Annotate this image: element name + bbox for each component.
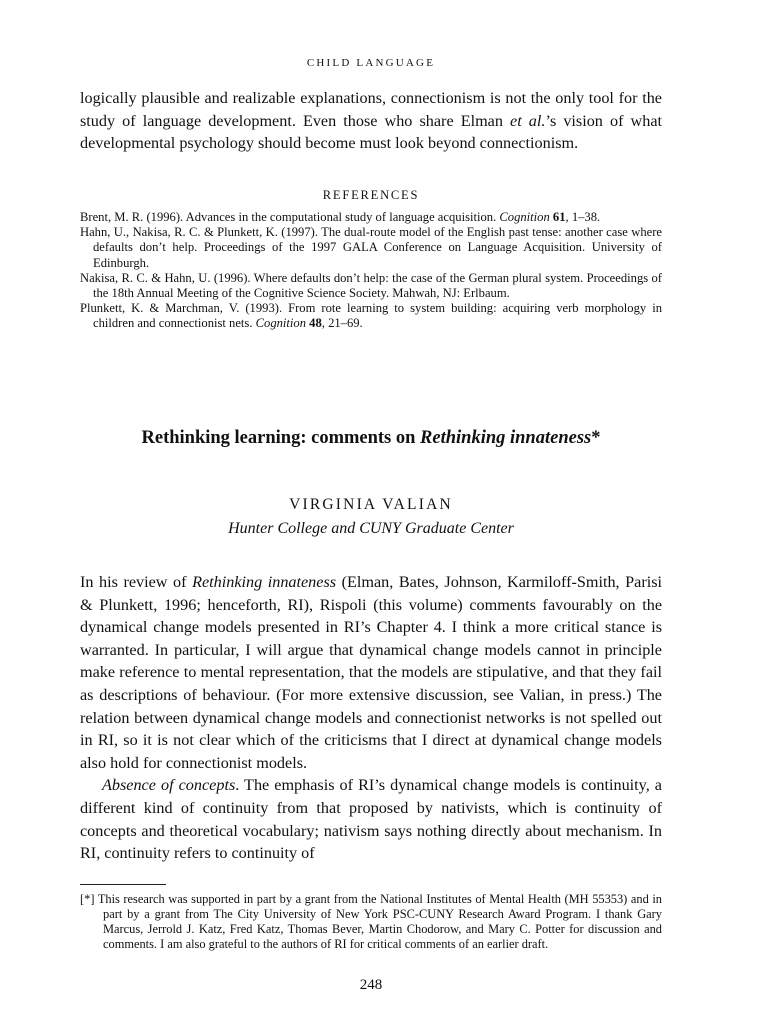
body-paragraph: Absence of concepts. The emphasis of RI’s dynamical change models is continuity, a different kind of continuity from that proposed by nativists, which is continuity of concepts and theoretical vocabulary; nativism says nothing directly about mechanism. In RI, continuity refers to continuity of [80,776,662,863]
reference-pages: , 21–69. [321,316,363,331]
reference-journal: Cognition [499,210,550,224]
reference-volume: 48 [309,316,322,331]
author-affiliation: Hunter College and CUNY Graduate Center [228,520,514,537]
reference-text: Plunkett, K. & Marchman, V. (1993). From rote learning to system building: acquiring verb morphology in children and connectionist nets. [80,301,662,331]
author-name: VIRGINIA VALIAN [289,496,453,513]
intro-text-1: logically plausible and realizable explanations, connectionism is not the only tool for the study of language development. Even those who share Elman [80,89,662,130]
reference-text: Hahn, U., Nakisa, R. C. & Plunkett, K. (1997). The dual-route model of the English past tense: another case where defaults don’t help. Proceedings of the 1997 GALA Conference on Language Acquisition. University of Edinburgh. [80,225,662,270]
reference-list [80,210,662,332]
page-number: 248 [359,977,383,993]
reference-item [80,271,662,301]
reference-item [80,225,662,271]
footnote-rule [80,884,166,885]
section-run-in-heading: Absence of concepts [102,776,236,795]
reference-text: Brent, M. R. (1996). Advances in the computational study of language acquisition. [80,210,500,224]
reference-text: Nakisa, R. C. & Hahn, U. (1996). Where defaults don’t help: the case of the German plural system. Proceedings of the 18th Annual Meeting of the Cognitive Science Society. Mahwah, NJ: Erlbaum. [80,270,662,301]
body-paragraph: In his review of Rethinking innateness (Elman, Bates, Johnson, Karmiloff-Smith, Parisi & Plunkett, 1996; henceforth, RI), Rispoli (this volume) comments favourably on the dynamical change models presented in RI’s Chapter 4. I think a more critical stance is warranted. In particular, I will argue that dynamical change models cannot in principle make reference to mental representation, that the models are stipulative, and that they fail as descriptions of behaviour. (For more extensive discussion, see Valian, in press.) The relation between dynamical change models and connectionist networks is not spelled out in RI, so it is not clear which of the criticisms that I direct at dynamical change models also hold for connectionist models. [80,573,663,772]
references-heading: REFERENCES [322,188,420,202]
article-body [80,571,662,865]
intro-paragraph [80,87,662,155]
article-title: Rethinking learning: comments on Rethinking innateness* [141,428,601,448]
reference-journal: Cognition [255,316,307,331]
footnote-text: This research was supported in part by a grant from the National Institutes of Mental Health (MH 55353) and in part by a grant from The City University of New York PSC-CUNY Research Award Program. I thank Gary Marcus, Jerrold J. Katz, Fred Katz, Thomas Bever, Martin Chodorow, and Mary C. Potter for discussion and comments. I am also grateful to the authors of RI for critical comments of an earlier draft. [97,892,662,951]
reference-volume: 61 [552,210,566,224]
footnote [80,892,662,952]
running-head: CHILD LANGUAGE [306,57,436,69]
reference-item [80,210,662,225]
intro-text-2: ’s vision of what developmental psychology should become must look beyond connectionism. [80,111,662,153]
footnote-marker: [*] [80,892,98,906]
reference-pages: , 1–38. [565,210,601,224]
reference-item [80,301,662,331]
intro-etal: et al. [510,111,546,130]
